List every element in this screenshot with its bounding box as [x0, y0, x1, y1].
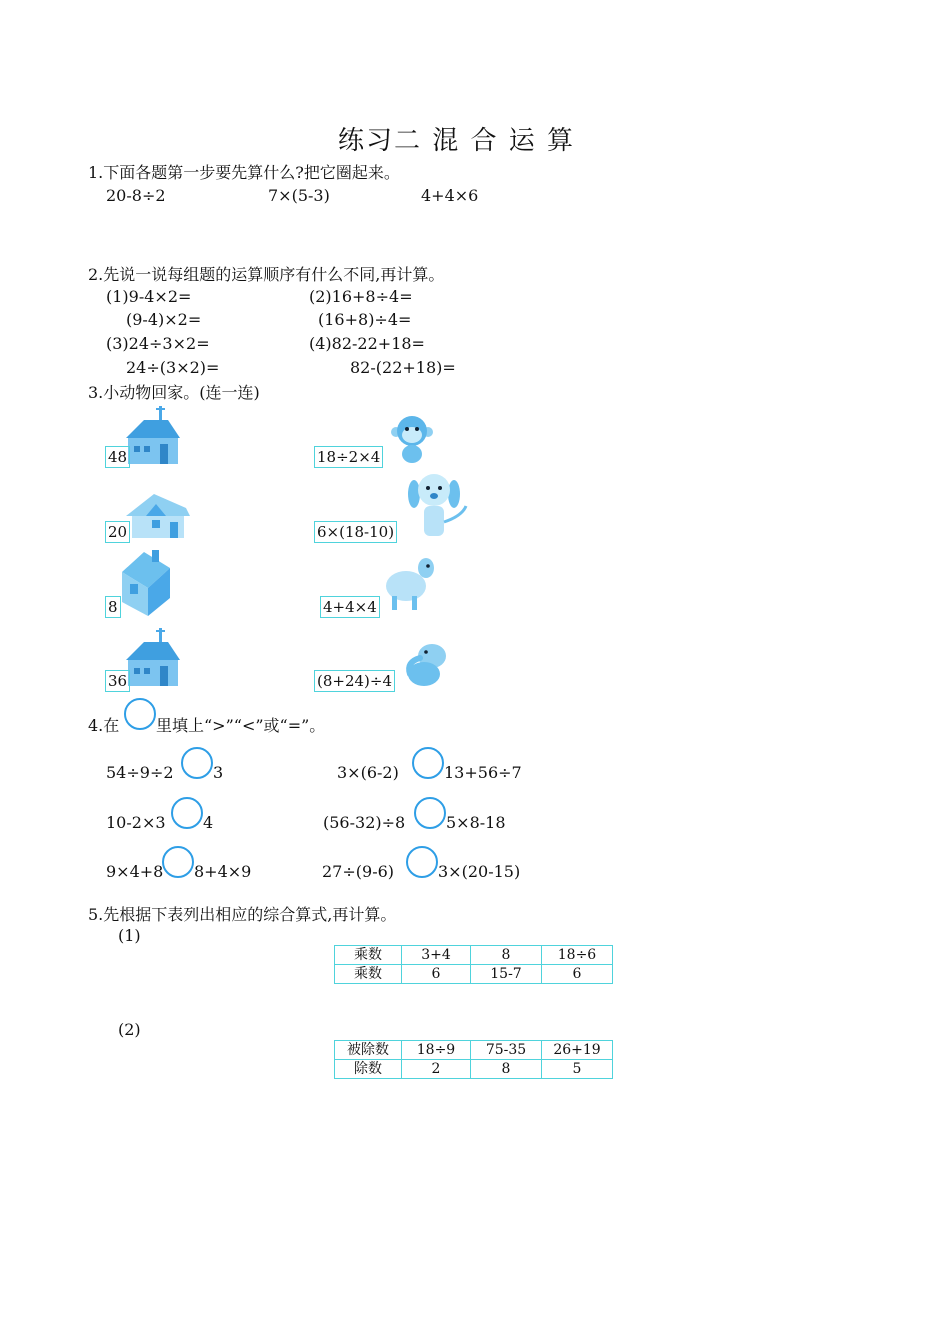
table-cell: 8 — [471, 1060, 542, 1079]
compare-left: 10-2×3 — [106, 813, 166, 832]
compare-answer-circle[interactable] — [181, 747, 213, 779]
circle-blank-icon — [124, 698, 156, 730]
compare-answer-circle[interactable] — [162, 846, 194, 878]
q1-prompt: 1.下面各题第一步要先算什么?把它圈起来。 — [88, 163, 400, 182]
compare-left: (56-32)÷8 — [323, 813, 406, 832]
q1-item: 7×(5-3) — [268, 186, 330, 205]
cottage-icon — [124, 490, 192, 540]
compare-left: 3×(6-2) — [337, 763, 399, 782]
q5-prompt: 5.先根据下表列出相应的综合算式,再计算。 — [88, 905, 397, 924]
table-cell: 6 — [402, 965, 471, 984]
compare-left: 27÷(9-6) — [322, 862, 395, 881]
compare-answer-circle[interactable] — [406, 846, 438, 878]
compare-right: 8+4×9 — [194, 862, 252, 881]
animal-expression-box[interactable]: 4+4×4 — [320, 596, 380, 618]
compare-right: 13+56÷7 — [444, 763, 522, 782]
q2-item: 82-(22+18)= — [350, 358, 456, 377]
monkey-icon — [390, 414, 434, 464]
table-cell: 除数 — [335, 1060, 402, 1079]
compare-answer-circle[interactable] — [171, 797, 203, 829]
table-cell: 75-35 — [471, 1041, 542, 1060]
table-cell: 乘数 — [335, 946, 402, 965]
page-title: 练习二 混 合 运 算 — [338, 126, 576, 156]
q2-item: 24÷(3×2)= — [126, 358, 220, 377]
house-icon — [114, 546, 176, 618]
compare-right: 4 — [203, 813, 214, 832]
table-cell: 6 — [542, 965, 613, 984]
division-table — [334, 1040, 613, 1079]
q5-table1-label: (1) — [118, 926, 141, 945]
house-icon — [124, 404, 182, 466]
house-number-box[interactable]: 36 — [105, 670, 130, 692]
table-cell: 3+4 — [402, 946, 471, 965]
table-cell: 被除数 — [335, 1041, 402, 1060]
sheep-icon — [382, 554, 438, 612]
table-row — [335, 965, 613, 984]
q4-prompt-rest: 里填上“>”“<”或“=”。 — [156, 716, 326, 735]
compare-right: 3×(20-15) — [438, 862, 521, 881]
q2-item: (2)16+8÷4= — [309, 287, 413, 306]
table-cell: 18÷9 — [402, 1041, 471, 1060]
table-cell: 15-7 — [471, 965, 542, 984]
house-icon — [124, 626, 182, 688]
house-number-box[interactable]: 8 — [105, 596, 121, 618]
table-cell: 8 — [471, 946, 542, 965]
table-row — [335, 1041, 613, 1060]
compare-right: 5×8-18 — [446, 813, 506, 832]
compare-answer-circle[interactable] — [414, 797, 446, 829]
q5-table2-label: (2) — [118, 1020, 141, 1039]
table-cell: 26+19 — [542, 1041, 613, 1060]
multiplication-table — [334, 945, 613, 984]
animal-expression-box[interactable]: 6×(18-10) — [314, 521, 397, 543]
table-cell: 2 — [402, 1060, 471, 1079]
compare-left: 9×4+8 — [106, 862, 164, 881]
animal-expression-box[interactable]: (8+24)÷4 — [314, 670, 395, 692]
animal-expression-box[interactable]: 18÷2×4 — [314, 446, 383, 468]
table-cell: 18÷6 — [542, 946, 613, 965]
compare-left: 54÷9÷2 — [106, 763, 174, 782]
q1-item: 4+4×6 — [421, 186, 479, 205]
table-row — [335, 1060, 613, 1079]
compare-answer-circle[interactable] — [412, 747, 444, 779]
q2-item: (1)9-4×2= — [106, 287, 192, 306]
q3-prompt: 3.小动物回家。(连一连) — [88, 383, 260, 402]
q2-item: (3)24÷3×2= — [106, 334, 210, 353]
q2-prompt: 2.先说一说每组题的运算顺序有什么不同,再计算。 — [88, 265, 445, 284]
table-row — [335, 946, 613, 965]
q1-item: 20-8÷2 — [106, 186, 166, 205]
table-cell: 5 — [542, 1060, 613, 1079]
elephant-icon — [402, 640, 450, 690]
dog-icon — [408, 472, 470, 542]
q2-item: (16+8)÷4= — [318, 310, 412, 329]
q4-prompt: 4.在 — [88, 716, 120, 735]
house-number-box[interactable]: 48 — [105, 446, 130, 468]
house-number-box[interactable]: 20 — [105, 521, 130, 543]
compare-right: 3 — [213, 763, 224, 782]
table-cell: 乘数 — [335, 965, 402, 984]
q2-item: (9-4)×2= — [126, 310, 202, 329]
q2-item: (4)82-22+18= — [309, 334, 425, 353]
